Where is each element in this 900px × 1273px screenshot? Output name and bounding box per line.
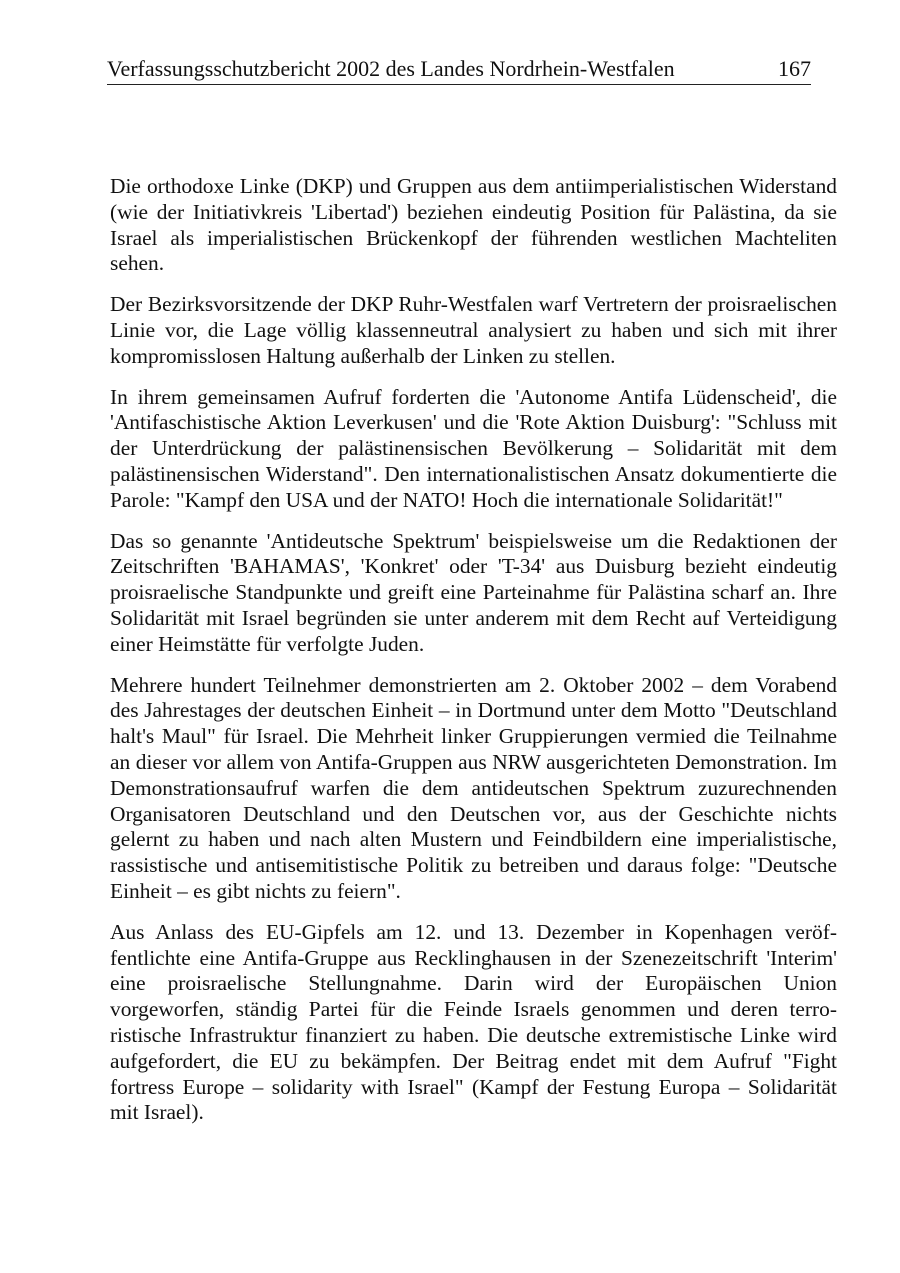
page-number: 167 (778, 56, 811, 81)
paragraph-demonstration-dortmund: Mehrere hundert Teilnehmer demonstrierten am 2. Oktober 2002 – dem Vorabend des Jahrestages der deutschen Einheit – in Dortmund unter dem Motto "Deutschland halt's Maul" für Israel. Die Mehrheit linker Gruppierungen vermied die Teilnahme an dieser vor allem von Antifa-Gruppen aus NRW ausgerichteten Demonstration. Im Demonstrationsaufruf warfen die dem antideutschen Spektrum zuzurechnenden Organisatoren Deutschland und den Deutschen vor, aus der Geschichte nichts gelernt zu haben und nach alten Mustern und Feindbildern eine imperialistische, rassistische und antisemitistische Politik zu betreiben und daraus folge: "Deutsche Einheit – es gibt nichts zu feiern". (110, 672, 837, 903)
paragraph-antideutsches-spektrum: Das so genannte 'Antideutsche Spektrum' beispielsweise um die Redaktionen der Zeitschriften 'BAHAMAS', 'Konkret' oder 'T-34' aus Duisburg bezieht eindeutig proisraelische Standpunkte und greift eine Parteinahme für Palästina scharf an. Ihre Solidarität mit Israel begründen sie unter anderem mit dem Recht auf Verteidigung einer Heimstätte für verfolgte Juden. (110, 528, 837, 656)
running-header (107, 52, 811, 85)
paragraph-dkp-position: Die orthodoxe Linke (DKP) und Gruppen aus dem antiimperialistischen Widerstand (wie der Initiativkreis 'Libertad') beziehen eindeutig Position für Palästina, da sie Israel als imperialistischen Brückenkopf der führenden westlichen Machteliten sehen. (110, 174, 837, 276)
paragraph-bezirksvorsitzende: Der Bezirksvorsitzende der DKP Ruhr-Westfalen warf Vertretern der proisraelischen Linie vor, die Lage völlig klassenneutral analysiert zu haben und sich mit ihrer kompromisslosen Haltung außerhalb der Linken zu stellen. (110, 292, 837, 368)
body-text (110, 174, 837, 1126)
header-title: Verfassungsschutzbericht 2002 des Landes Nordrhein-Westfalen (107, 56, 675, 81)
paragraph-gemeinsamer-aufruf: In ihrem gemeinsamen Aufruf forderten die 'Autonome Antifa Lüdenscheid', die 'Antifaschistische Aktion Leverkusen' und die 'Rote Aktion Duisburg': "Schluss mit der Unterdrückung der palästinensischen Bevölkerung – Solidarität mit dem palästinensischen Widerstand". Den internationalistischen Ansatz dokumentierte die Parole: "Kampf den USA und der NATO! Hoch die internationale Solidarität!" (110, 384, 837, 512)
paragraph-eu-gipfel: Aus Anlass des EU-Gipfels am 12. und 13. Dezember in Kopenhagen veröffentlichte eine Antifa-Gruppe aus Recklinghausen in der Szenezeitschrift 'Interim' eine proisraelische Stellungnahme. Darin wird der Europäischen Union vorgeworfen, ständig Partei für die Feinde Israels genommen und deren terroristische Infrastruktur finanziert zu haben. Die deutsche extremistische Linke wird aufgefordert, die EU zu bekämpfen. Der Beitrag endet mit dem Aufruf "Fight fortress Europe – solidarity with Israel" (Kampf der Festung Europa – Solidarität mit Israel). (110, 919, 837, 1125)
